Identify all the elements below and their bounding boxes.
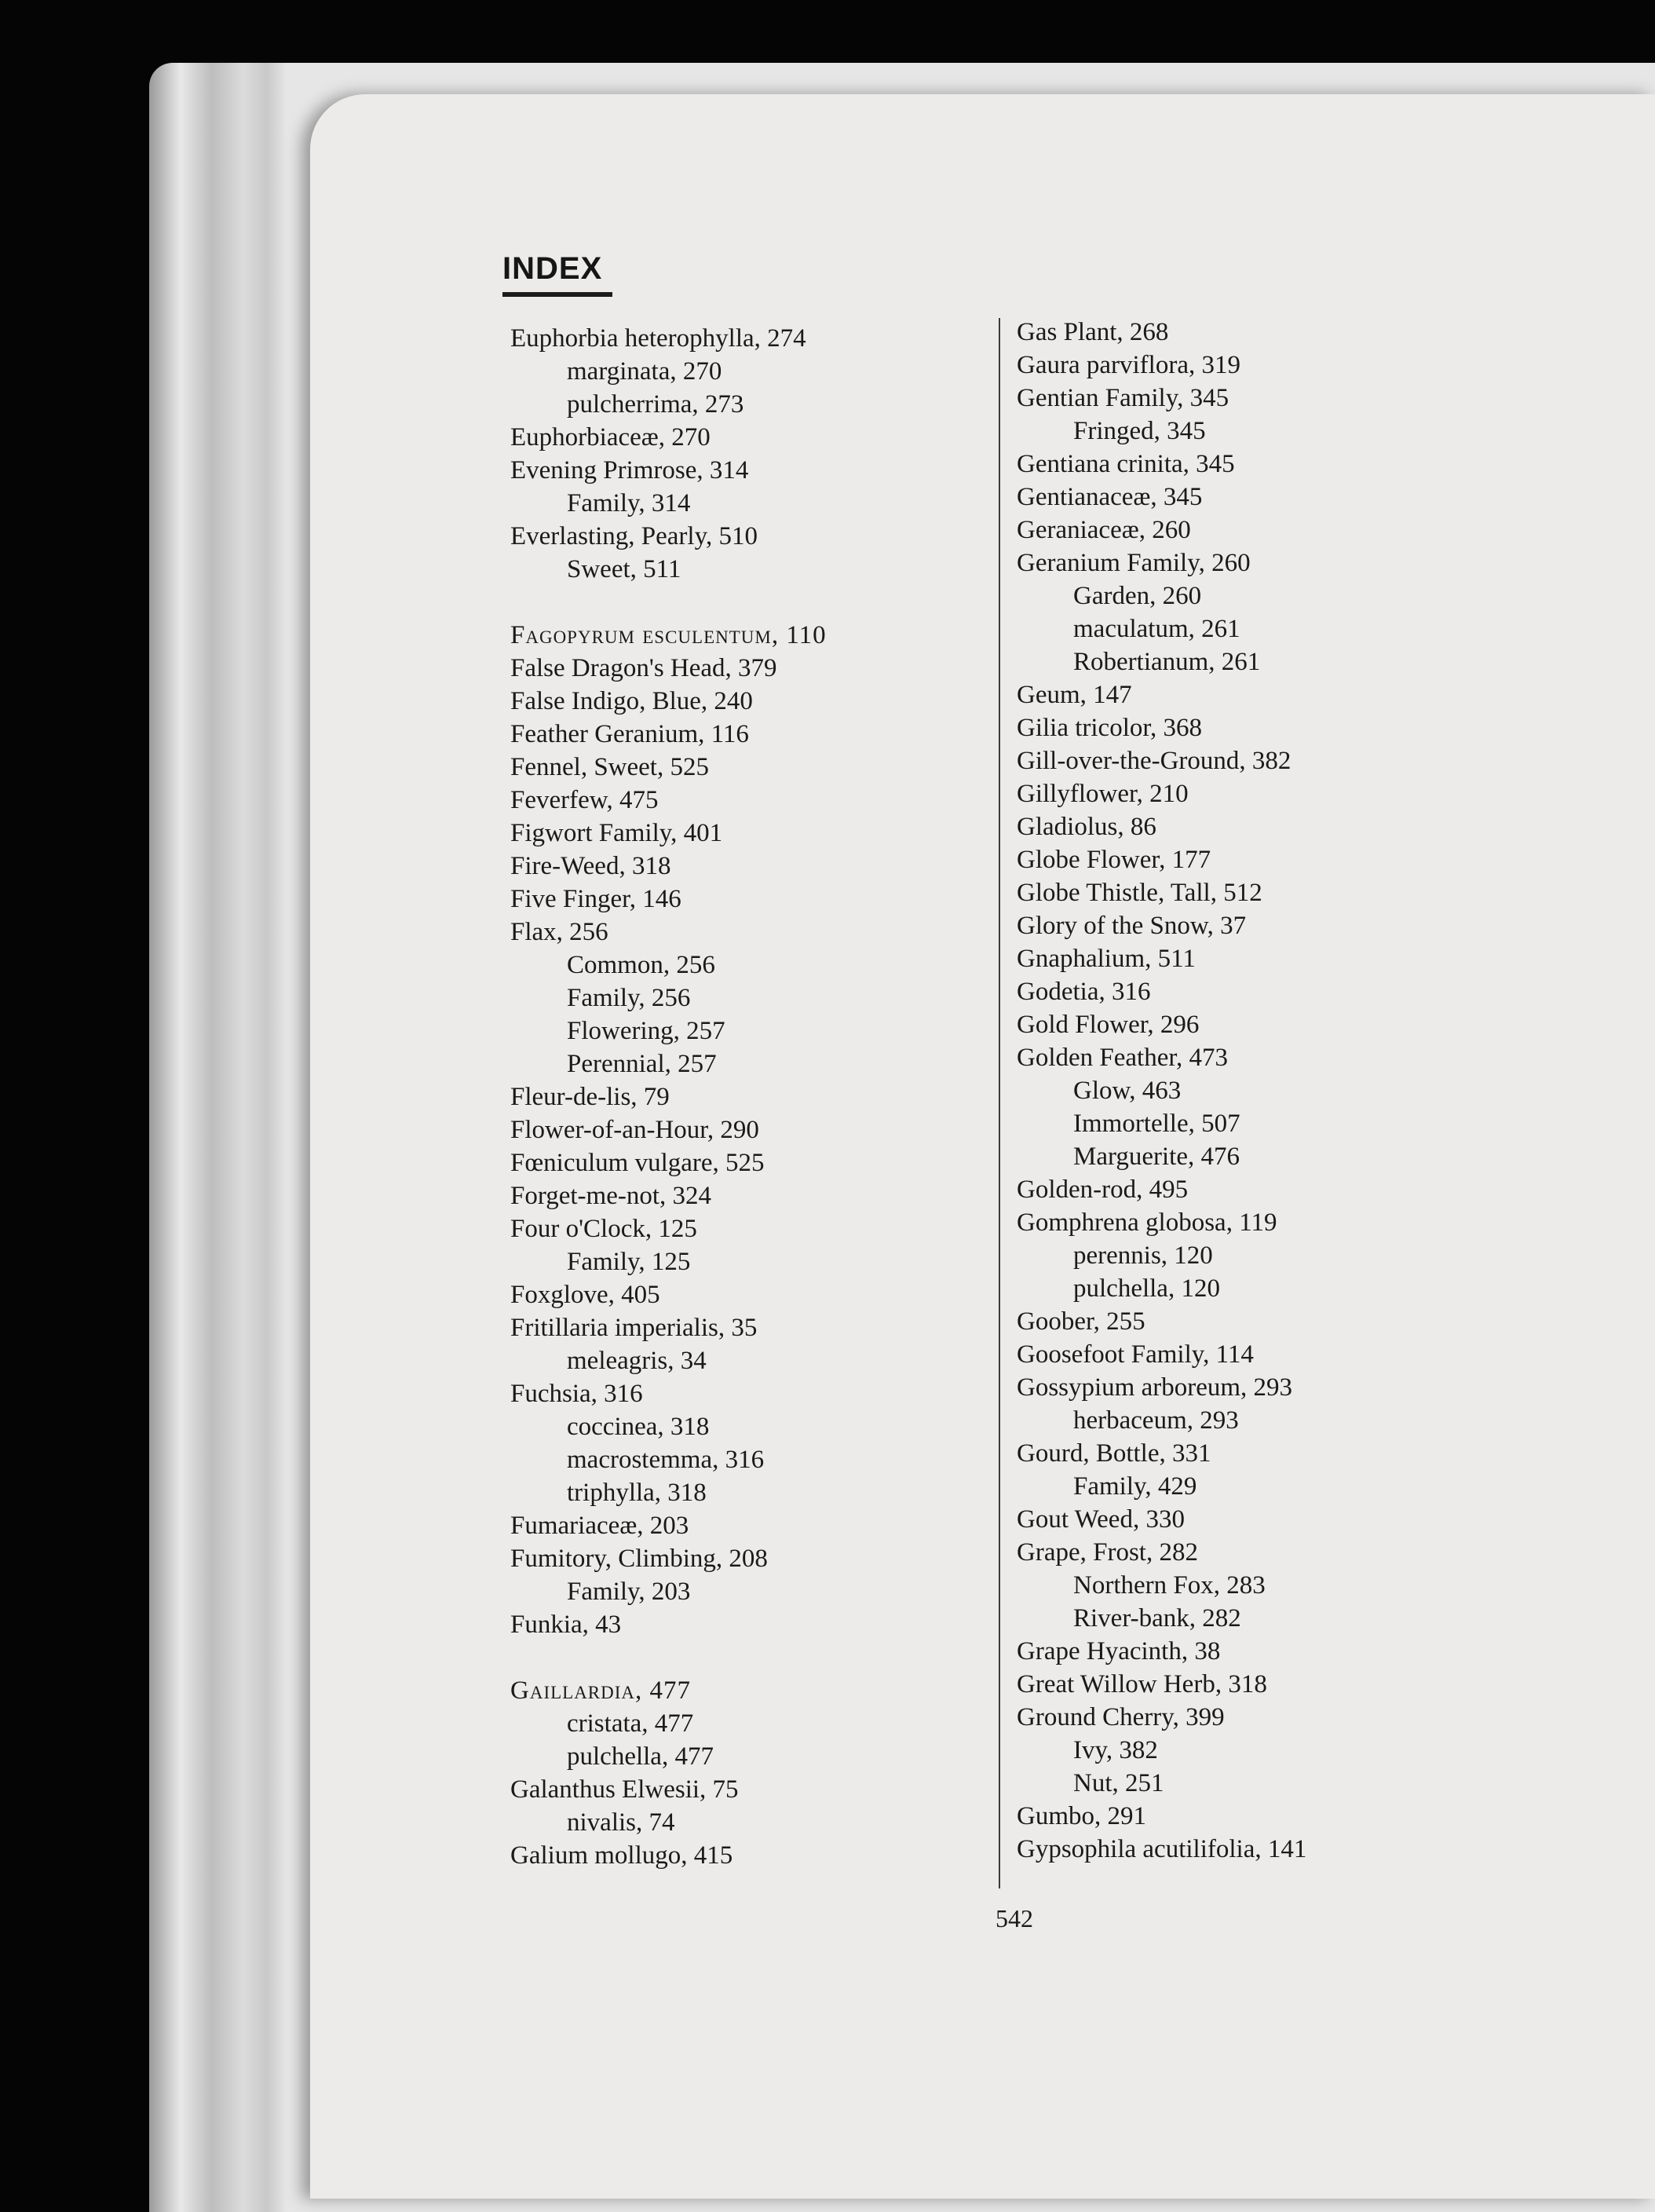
index-entry: Forget-me-not, 324 bbox=[510, 1182, 712, 1210]
index-entry: Fumitory, Climbing, 208 bbox=[510, 1545, 768, 1573]
index-subentry: Marguerite, 476 bbox=[1073, 1143, 1240, 1171]
index-entry: Flax, 256 bbox=[510, 918, 608, 946]
index-entry: Flower-of-an-Hour, 290 bbox=[510, 1116, 759, 1144]
index-entry: Feverfew, 475 bbox=[510, 786, 659, 814]
index-entry: Goober, 255 bbox=[1017, 1307, 1145, 1336]
index-entry: Gentianaceæ, 345 bbox=[1017, 483, 1203, 511]
index-subentry: Northern Fox, 283 bbox=[1073, 1571, 1266, 1600]
index-entry: Fire-Weed, 318 bbox=[510, 852, 671, 880]
index-subentry: pulchella, 477 bbox=[567, 1742, 714, 1771]
index-entry: Geum, 147 bbox=[1017, 681, 1132, 709]
index-entry: Fleur-de-lis, 79 bbox=[510, 1083, 670, 1111]
index-entry: Geranium Family, 260 bbox=[1017, 549, 1251, 577]
index-subentry: triphylla, 318 bbox=[567, 1479, 707, 1507]
index-subentry: Flowering, 257 bbox=[567, 1017, 725, 1045]
index-subentry: Family, 314 bbox=[567, 489, 691, 517]
index-entry: Galium mollugo, 415 bbox=[510, 1841, 733, 1870]
index-subentry: Robertianum, 261 bbox=[1073, 648, 1261, 676]
index-entry: Figwort Family, 401 bbox=[510, 819, 723, 847]
index-entry: Gas Plant, 268 bbox=[1017, 318, 1169, 346]
column-divider bbox=[999, 318, 1000, 1888]
index-entry: Fumariaceæ, 203 bbox=[510, 1512, 689, 1540]
index-entry: Everlasting, Pearly, 510 bbox=[510, 522, 758, 550]
index-entry: Gourd, Bottle, 331 bbox=[1017, 1439, 1211, 1468]
index-entry: Five Finger, 146 bbox=[510, 885, 681, 913]
index-subentry: herbaceum, 293 bbox=[1073, 1406, 1239, 1435]
index-entry: Goosefoot Family, 114 bbox=[1017, 1340, 1254, 1369]
index-subentry: Family, 256 bbox=[567, 984, 691, 1012]
index-entry: Gold Flower, 296 bbox=[1017, 1011, 1200, 1039]
index-entry: Gentiana crinita, 345 bbox=[1017, 450, 1235, 478]
index-subentry: meleagris, 34 bbox=[567, 1347, 707, 1375]
index-entry: Four o'Clock, 125 bbox=[510, 1215, 697, 1243]
index-subentry: Family, 429 bbox=[1073, 1472, 1197, 1501]
index-entry: Galanthus Elwesii, 75 bbox=[510, 1775, 739, 1804]
index-subentry: pulchella, 120 bbox=[1073, 1274, 1220, 1303]
index-subentry: River-bank, 282 bbox=[1073, 1604, 1241, 1632]
index-subentry: Immortelle, 507 bbox=[1073, 1110, 1240, 1138]
index-entry: Funkia, 43 bbox=[510, 1611, 622, 1639]
index-entry: Grape, Frost, 282 bbox=[1017, 1538, 1198, 1567]
index-entry: Gout Weed, 330 bbox=[1017, 1505, 1185, 1534]
index-subentry: Glow, 463 bbox=[1073, 1077, 1182, 1105]
index-entry: Fœniculum vulgare, 525 bbox=[510, 1149, 765, 1177]
index-subentry: maculatum, 261 bbox=[1073, 615, 1240, 643]
index-entry: False Dragon's Head, 379 bbox=[510, 654, 777, 682]
index-entry: Great Willow Herb, 318 bbox=[1017, 1670, 1267, 1698]
index-entry: Gypsophila acutilifolia, 141 bbox=[1017, 1835, 1307, 1863]
index-subentry: Sweet, 511 bbox=[567, 555, 681, 583]
index-subentry: Common, 256 bbox=[567, 951, 715, 979]
index-entry: Gumbo, 291 bbox=[1017, 1802, 1146, 1830]
index-entry: Gentian Family, 345 bbox=[1017, 384, 1229, 412]
index-subentry: pulcherrima, 273 bbox=[567, 390, 744, 419]
index-subentry: Fringed, 345 bbox=[1073, 417, 1206, 445]
index-entry: Gaillardia, 477 bbox=[510, 1676, 692, 1705]
index-entry: Grape Hyacinth, 38 bbox=[1017, 1637, 1221, 1665]
index-entry: Golden Feather, 473 bbox=[1017, 1044, 1229, 1072]
index-heading: INDEX bbox=[502, 251, 603, 286]
index-entry: Golden-rod, 495 bbox=[1017, 1175, 1189, 1204]
index-entry: Fennel, Sweet, 525 bbox=[510, 753, 709, 781]
index-column-right bbox=[1017, 316, 1488, 1866]
index-subentry: Family, 203 bbox=[567, 1578, 691, 1606]
index-entry: Gaura parviflora, 319 bbox=[1017, 351, 1240, 379]
index-subentry: Perennial, 257 bbox=[567, 1050, 717, 1078]
index-subentry: cristata, 477 bbox=[567, 1709, 694, 1738]
index-entry: False Indigo, Blue, 240 bbox=[510, 687, 753, 715]
index-entry: Foxglove, 405 bbox=[510, 1281, 660, 1309]
index-subentry: Ivy, 382 bbox=[1073, 1736, 1158, 1764]
index-subentry: nivalis, 74 bbox=[567, 1808, 675, 1837]
index-subentry: macrostemma, 316 bbox=[567, 1446, 765, 1474]
index-subentry: coccinea, 318 bbox=[567, 1413, 710, 1441]
index-entry: Gossypium arboreum, 293 bbox=[1017, 1373, 1293, 1402]
index-entry: Geraniaceæ, 260 bbox=[1017, 516, 1191, 544]
index-gap bbox=[510, 586, 981, 619]
index-entry: Feather Geranium, 116 bbox=[510, 720, 749, 748]
index-entry: Gnaphalium, 511 bbox=[1017, 945, 1196, 973]
index-entry: Evening Primrose, 314 bbox=[510, 456, 749, 484]
index-entry: Gomphrena globosa, 119 bbox=[1017, 1208, 1277, 1237]
index-entry: Fritillaria imperialis, 35 bbox=[510, 1314, 758, 1342]
index-entry: Gilia tricolor, 368 bbox=[1017, 714, 1203, 742]
index-entry: Ground Cherry, 399 bbox=[1017, 1703, 1225, 1731]
heading-underline bbox=[502, 292, 612, 297]
index-entry: Fuchsia, 316 bbox=[510, 1380, 643, 1408]
index-subentry: Garden, 260 bbox=[1073, 582, 1202, 610]
index-entry: Globe Thistle, Tall, 512 bbox=[1017, 879, 1262, 907]
index-entry: Globe Flower, 177 bbox=[1017, 846, 1211, 874]
index-subentry: Family, 125 bbox=[567, 1248, 691, 1276]
index-entry: Gill-over-the-Ground, 382 bbox=[1017, 747, 1291, 775]
index-subentry: Nut, 251 bbox=[1073, 1769, 1164, 1797]
index-entry: Fagopyrum esculentum, 110 bbox=[510, 621, 827, 649]
index-gap bbox=[510, 1641, 981, 1674]
index-subentry: perennis, 120 bbox=[1073, 1241, 1213, 1270]
index-entry: Glory of the Snow, 37 bbox=[1017, 912, 1247, 940]
index-entry: Gillyflower, 210 bbox=[1017, 780, 1189, 808]
page-number: 542 bbox=[996, 1904, 1033, 1932]
index-entry: Gladiolus, 86 bbox=[1017, 813, 1156, 841]
index-entry: Euphorbiaceæ, 270 bbox=[510, 423, 711, 452]
index-column-left bbox=[510, 322, 981, 1872]
index-entry: Euphorbia heterophylla, 274 bbox=[510, 324, 806, 353]
index-entry: Godetia, 316 bbox=[1017, 978, 1151, 1006]
index-subentry: marginata, 270 bbox=[567, 357, 722, 386]
